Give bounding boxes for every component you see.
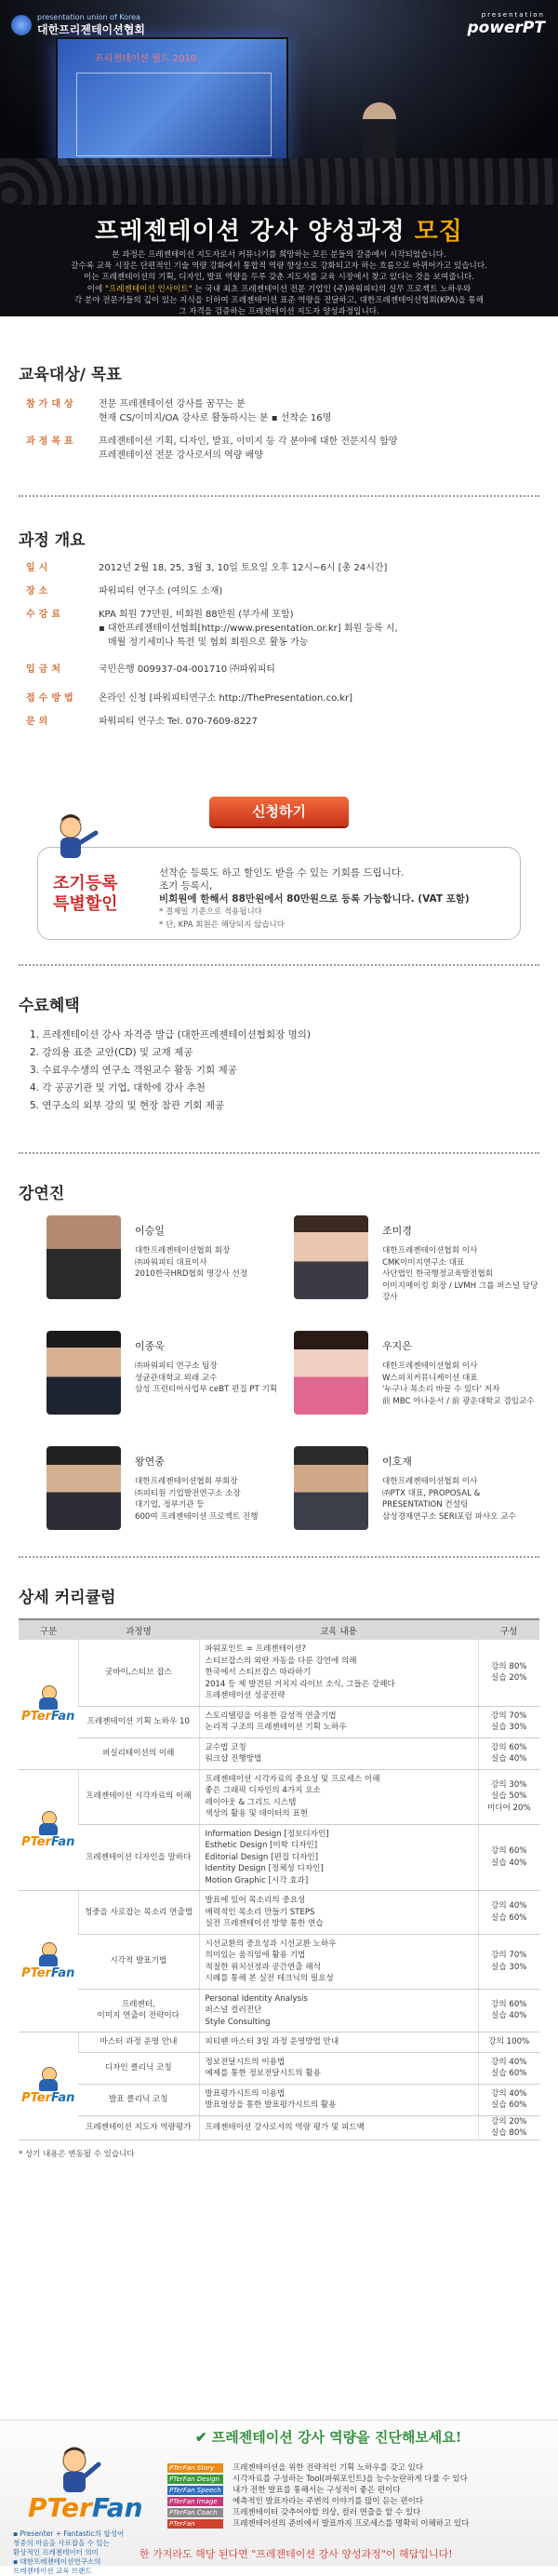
course-name: 프레젠테이션 시각자료의 이해: [78, 1769, 199, 1824]
course-ratio: 강의 100%: [478, 2033, 539, 2053]
instructor-card: 왕연중 대한프레젠테이션협회 부회장 ㈜피티원 기업발전연구소 소장 대기업, 정부기관 등 600여 프레젠테이션 프로젝트 진행: [46, 1446, 298, 1549]
apply-button[interactable]: 신청하기: [209, 797, 349, 826]
instructor-card: 이승일 대한프레젠테이션협회 회장 ㈜파워피티 대표이사 2010한국HRD협회 명강사 선정: [46, 1215, 298, 1318]
course-ratio: 강의 40% 실습 60%: [478, 2084, 539, 2115]
list-item: 4. 각 공공기관 및 기업, 대학에 강사 추천: [30, 1082, 206, 1093]
hero-banner: [0, 0, 558, 316]
course-name: 마스터 과정 운영 안내: [78, 2033, 199, 2053]
table-row: [19, 2115, 539, 2140]
checklist-item: PTerFan Speech 내가 전한 발표를 통해서는 구성적이 좋은 편이다: [169, 2486, 401, 2495]
list-item: 3. 수료우수생의 연구소 객원교수 활동 기회 제공: [30, 1065, 237, 1076]
course-name: 청중을 사로잡는 목소리 연출법: [78, 1891, 199, 1935]
pterfan-description: ▪ Presenter + Fantastic의 합성어 청중의 마음을 사로잡을 수 있는 환상적인 프레젠테이터 의미 ▪ 대한프레젠테이션연구소의 프레젠테이션 교육 브랜드: [13, 2529, 125, 2575]
course-content: 파워포인트 = 프레젠테이션? 스티브잡스의 외딴 자동을 다룬 강연에 의해 한국에서 스티브잡스 따라하기 2014 등 제 발견된 거치지 라이브 소식, 그들은 강해다 프레젠테이션 성공전략: [199, 1640, 478, 1706]
category-chip: PTerFan: [167, 2519, 223, 2529]
section-title: 강연진: [19, 1185, 65, 1203]
presenter-mascot-icon: [38, 811, 103, 866]
pterfan-logo: PTerFan: [21, 1710, 75, 1724]
table-header: 구성: [478, 1619, 539, 1640]
course-content: 교수법 코칭 워크샵 진행방법: [199, 1737, 478, 1769]
avatar: [46, 1215, 121, 1299]
course-ratio: 강의 70% 실습 30%: [478, 1934, 539, 1989]
course-name: 퍼실리테이션의 이해: [78, 1737, 199, 1769]
table-row: [19, 1769, 539, 1824]
table-row: [19, 1989, 539, 2033]
curriculum-note: * 상기 내용은 변동될 수 있습니다: [19, 2149, 135, 2159]
instructor-card: 우지은 대한프레젠테이션협회 이사 W스피치커뮤니케이션 대표 '누구나 목소리 바꿀 수 있다' 저자 前 MBC 아나운서 / 前 광운대학교 겸임교수: [294, 1331, 545, 1433]
table-row: [19, 2084, 539, 2115]
course-ratio: 강의 40% 실습 60%: [478, 2052, 539, 2084]
checklist-item: PTerFan Coach 프레젠테이터 갖추어야할 의상, 컬러 연출을 할 수 있다: [169, 2508, 421, 2517]
table-row: [19, 1824, 539, 1891]
table-header: 구분: [19, 1619, 78, 1640]
pterfan-logo: PTerFan: [21, 1966, 75, 1981]
pterfan-logo: PTerFan: [28, 2492, 143, 2523]
table-row: [19, 1737, 539, 1769]
mascot-icon: [36, 1685, 60, 1710]
audience-silhouettes: [0, 158, 558, 205]
course-name: 시각적 발표기법: [78, 1934, 199, 1989]
instructor-card: 이호재 대한프레젠테이션협회 이사 ㈜PTX 대표, PROPOSAL & PRESENTATION 컨설팅 삼성경제연구소 SERI포럼 파사오 교수: [294, 1446, 545, 1549]
checklist: [167, 2462, 549, 2529]
section-title: 상세 커리큘럼: [19, 1589, 116, 1607]
course-ratio: 강의 40% 실습 60%: [478, 1891, 539, 1935]
table-row: [19, 2052, 539, 2084]
mascot-icon: [36, 2067, 60, 2091]
category-chip: PTerFan Image: [167, 2497, 223, 2506]
checklist-item: PTerFan Story 프레젠테이션을 위한 전략적인 기획 노하우를 갖고 있다: [169, 2463, 424, 2473]
course-content: 프레젠테이션 강사로서의 역량 평가 및 피드백: [199, 2115, 478, 2140]
category-chip: PTerFan Coach: [167, 2508, 223, 2517]
table-row: [19, 1706, 539, 1737]
section-title: 과정 개요: [19, 531, 86, 550]
divider: [19, 1556, 539, 1558]
divider: [19, 964, 539, 966]
divider: [19, 1152, 539, 1154]
kpa-logo: [11, 13, 145, 37]
course-content: Personal Identity Analysis 퍼스널 컬러진단 Style Consulting: [199, 1989, 478, 2033]
course-ratio: 강의 60% 실습 40%: [478, 1824, 539, 1891]
screen-caption: 프리젠테이션 월드 2010: [95, 54, 197, 64]
course-content: 시선교환의 중요성과 시선교환 노하우 의미있는 움직임에 활용 기법 적절한 위치선정과 공간연출 해석 시례를 통해 본 실전 테크닉의 필요성: [199, 1934, 478, 1989]
table-header: 과정명: [78, 1619, 199, 1640]
pterfan-logo: PTerFan: [21, 1835, 75, 1849]
mascot-icon: [36, 1811, 60, 1835]
footer-banner: ✔ 프레젠테이션 강사 역량을 진단해보세요!: [195, 2429, 462, 2446]
avatar: [46, 1446, 121, 1530]
table-row: [19, 1640, 539, 1706]
mascot-icon: [36, 1942, 60, 1966]
footer-slogan: 한 가지라도 해당 된다면 "프레젠테이션 강사 양성과정"이 해답입니다!: [140, 2548, 453, 2560]
category-chip: PTerFan Story: [167, 2463, 223, 2473]
instructor-card: 조미경 대한프레젠테이션협회 이사 CMK이미지연구소 대표 사단법인 한국행정교육발전협회 이미지메이킹 회장 / LVMH 그룹 퍼스널 담당 강사: [294, 1215, 545, 1318]
course-ratio: 강의 70% 실습 30%: [478, 1706, 539, 1737]
category-cell: [19, 1891, 78, 2033]
course-name: 프레젠테이션 지도자 역량평가: [78, 2115, 199, 2140]
avatar: [294, 1215, 368, 1299]
instructors-section: [19, 1180, 539, 1203]
course-ratio: 강의 20% 실습 80%: [478, 2115, 539, 2140]
list-item: 2. 강의용 표준 교안(CD) 및 교재 제공: [30, 1047, 193, 1058]
course-name: 프레젠테이션 기획 노하우 10: [78, 1706, 199, 1737]
table-header: 교육 내용: [199, 1619, 478, 1640]
early-bird-text: 선착순 등록도 하고 할인도 받을 수 있는 기회를 드립니다. 조기 등록시, 비회원에 한해서 88만원에서 80만원으로 등록 가능합니다. (VAT 포함) * 결제일 기준으로 적용됩니다 * 단, KPA 회원은 해당되지 않습니다: [159, 867, 470, 930]
list-item: 1. 프레젠테이션 강사 자격증 발급 (대한프레젠테이션협회장 명의): [30, 1029, 311, 1040]
category-cell: [19, 1769, 78, 1891]
curriculum-section: [19, 1584, 539, 2159]
checklist-item: PTerFan Design 시각자료를 구성하는 Tool(파워포인트)을 능수능란하게 다룰 수 있다: [169, 2475, 468, 2484]
course-name: 프레젠테이션 디자인을 말하다: [78, 1824, 199, 1891]
hero-projection-screen: [56, 37, 288, 168]
benefits-list: [19, 1026, 539, 1115]
kpa-logo-small: presentation union of Korea: [37, 13, 140, 21]
table-row: [19, 2033, 539, 2053]
category-chip: PTerFan Speech: [167, 2486, 223, 2495]
course-name: 굿바이,스티브 잡스: [78, 1640, 199, 1706]
checklist-item: PTerFan Image 예측적인 발표자라는 주변의 이야기를 많이 듣는 편이다: [169, 2497, 424, 2506]
course-ratio: 강의 80% 실습 20%: [478, 1640, 539, 1706]
course-ratio: 강의 60% 실습 40%: [478, 1989, 539, 2033]
avatar: [294, 1331, 368, 1415]
target-section: 교육대상/ 목표 참가대상 전문 프레젠테이션 강사를 꿈꾸는 분 현재 CS/이미지/OA 강사로 활동하시는 분 ▪ 선착순 16명 과정목표 프레젠테이션 기획, 디자인, 발표, 이미지 등 각 분야에 대한 전문지식 함양 프레젠테이션 전문 강사로서의 역량 배양: [19, 361, 539, 463]
powerpt-logo: presentation powerPT: [467, 11, 545, 37]
section-title: 교육대상/ 목표: [19, 366, 122, 384]
course-name: 디자인 클리닉 코칭: [78, 2052, 199, 2084]
course-content: 발표평가시트의 이용법 발표영상을 통한 발표평가시트의 활용: [199, 2084, 478, 2115]
curriculum-table: [19, 1618, 539, 2140]
category-cell: [19, 1640, 78, 1769]
list-item: 5. 연구소의 외부 강의 및 현장 참관 기회 제공: [30, 1100, 225, 1111]
course-content: 스토리텔링을 이용한 감성적 연출기법 논리적 구조의 프레젠테이션 기획 노하우: [199, 1706, 478, 1737]
benefits-section: [19, 992, 539, 1115]
course-ratio: 강의 60% 실습 40%: [478, 1737, 539, 1769]
divider: [19, 495, 539, 497]
early-bird-box: [37, 847, 521, 940]
kpa-logo-icon: [11, 15, 32, 35]
category-chip: PTerFan Design: [167, 2475, 223, 2484]
course-name: 발표 클리닉 코칭: [78, 2084, 199, 2115]
overview-section: 과정 개요 일시 2012년 2월 18, 25, 3월 3, 10일 토요일 오후 12시~6시 [총 24시간] 장소 파워피티 연구소 (여의도 소재) 수강료 KPA 회원 77만원, 비회원 88만원 (부가세 포함) ▪ 대한프레젠테이션협회[http://www.presentation.or.kr] 회원 등록 시, 매월 정기세미나 특전 및 협회 회원으로 활동 가능 입금처 국민은행 009937-04-001710 ㈜파워피티 접수방법 온라인 신청 [파워피티연구소 http://ThePresentation.co.kr] 문의 파워피티 연구소 Tel. 070-7609-8227: [19, 527, 539, 729]
course-ratio: 강의 30% 실습 50% 미디어 20%: [478, 1769, 539, 1824]
course-content: 발표에 있어 목소리의 중요성 매력적인 목소리 만들기 STEPS 실전 프레젠테이션 방향 통한 연습: [199, 1891, 478, 1935]
course-content: 정보전달시트의 이용법 예제를 통한 정보전달시트의 활용: [199, 2052, 478, 2084]
avatar: [294, 1446, 368, 1530]
kpa-logo-name: 대한프리젠테이션협회: [37, 23, 145, 36]
pterfan-logo: PTerFan: [21, 2091, 75, 2105]
checklist-item: PTerFan 프레젠테이션의 준비에서 발표까지 프로세스를 명확히 이해하고 있다: [169, 2519, 470, 2529]
instructor-card: 이종욱 ㈜파워피티 연구소 팀장 성균관대학교 외래 교수 삼성 프런티어사업부 ceBT 편집 PT 기획: [46, 1331, 298, 1433]
table-row: [19, 1891, 539, 1935]
course-content: 프레젠테이션 시각자료의 중요성 및 프로세스 이해 좋은 그래픽 디자인의 4가지 요소 레이아웃 & 그리드 시스템 색상의 활용 및 데이터의 표현: [199, 1769, 478, 1824]
section-title: 수료혜택: [19, 997, 80, 1015]
category-cell: [19, 2033, 78, 2140]
mascot-icon: [46, 2446, 102, 2497]
early-bird-tag: 조기등록 특별할인: [53, 874, 118, 914]
course-content: 피티팬 마스터 3일 과정 운영방법 안내: [199, 2033, 478, 2053]
page-title: 프레젠테이션 강사 양성과정 모집: [95, 218, 463, 246]
course-name: 프레젠터, 이미지 연출이 전략이다: [78, 1989, 199, 2033]
intro-description: 본 과정은 프레젠테이션 지도자로서 커뮤니키를 희망하는 모든 분들의 갈증에서 시작되었습니다. 갈수록 교육 시장은 단편적인 기술 역량 강화에서 통합적 역량 향상으로 강화되고자 하는 흐름으로 바뀌어가고 있습니다. 이는 프레젠테이션의 기획, 디자인, 발표 역량을 두루 갖춘 지도자를 교육 시장에서 찾고 있다는 것을 보여줍니다. 이에 "프레젠테이션 인사이트" 는 국내 최초 프레젠테이션 전문 기업인 (주)파워피티의 실무 프로젝트 노하우와 각 분야 전문가들의 깊이 있는 지식을 더하여 프레젠테이션 표준 역량을 전달하고, 대한프레젠테이션협회(KPA)을 통해 그 자격을 검증하는 프레젠테이션 지도자 양성과정입니다.: [71, 250, 487, 317]
avatar: [46, 1331, 121, 1415]
footer-promo: [0, 2420, 558, 2575]
course-content: Information Design [정보디자인] Esthetic Design [미학 디자인] Editorial Design [편집 디자인] Identity Design [정체성 디자인] Motion Graphic [시각 효과]: [199, 1824, 478, 1891]
table-row: [19, 1934, 539, 1989]
